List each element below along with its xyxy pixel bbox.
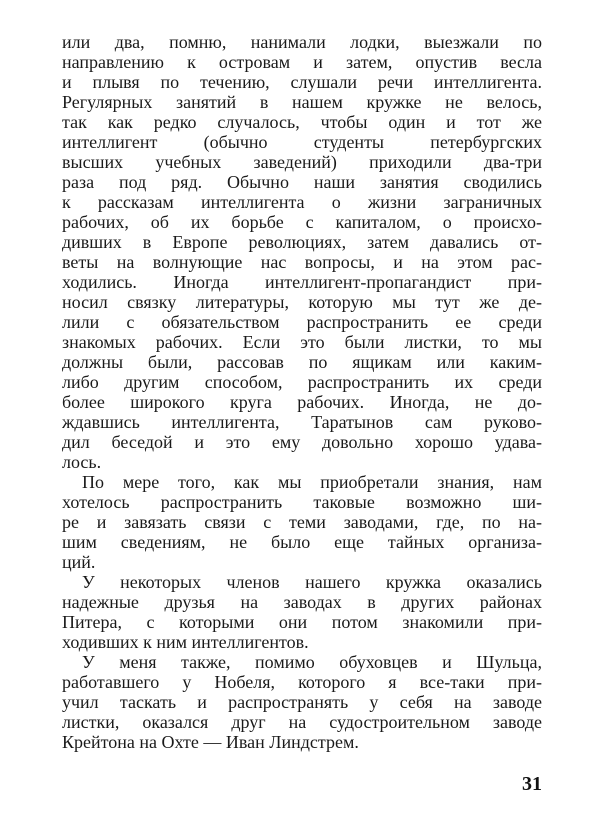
text-line: к рассказам интеллигента о жизни заграничных [62, 192, 542, 212]
text-line: так как редко случалось, чтобы один и тот же [62, 112, 542, 132]
paragraph [62, 32, 542, 472]
text-line: и плывя по течению, слушали речи интеллигента. [62, 72, 542, 92]
text-line: ций. [62, 552, 96, 572]
text-line: лось. [62, 452, 102, 472]
text-line: или два, помню, нанимали лодки, выезжали по [62, 32, 542, 52]
text-line: У некоторых членов нашего кружка оказались [82, 572, 542, 592]
text-line: должны были, рассовав по ящикам или каким- [62, 352, 542, 372]
text-line: направлению к островам и затем, опустив весла [62, 52, 542, 72]
text-line: Крейтона на Охте — Иван Линдстрем. [62, 732, 359, 752]
text-line: знакомых рабочих. Если это были листки, то мы [62, 332, 542, 352]
text-line: раза под ряд. Обычно наши занятия сводились [62, 172, 542, 192]
page-number: 31 [522, 773, 542, 795]
text-line: надежные друзья на заводах в других районах [62, 592, 542, 612]
text-line: дил беседой и это ему довольно хорошо удава- [62, 432, 542, 452]
text-line: ре и завязать связи с теми заводами, где, по на- [62, 512, 542, 532]
text-line: высших учебных заведений) приходили два-три [62, 152, 542, 172]
text-line: ходились. Иногда интеллигент-пропагандист при- [62, 272, 542, 292]
text-line: работавшего у Нобеля, которого я все-таки при- [62, 672, 542, 692]
text-line: листки, оказался друг на судостроительном заводе [62, 712, 542, 732]
text-line: По мере того, как мы приобретали знания, нам [82, 472, 542, 492]
text-line: интеллигент (обычно студенты петербургских [62, 132, 542, 152]
page-body [62, 32, 542, 752]
text-line: дивших в Европе революциях, затем давались от- [62, 232, 542, 252]
paragraph [62, 572, 542, 652]
text-line: либо другим способом, распространить их среди [62, 372, 542, 392]
paragraph [62, 652, 542, 752]
text-line: ходивших к ним интеллигентов. [62, 632, 309, 652]
text-line: Регулярных занятий в нашем кружке не велось, [62, 92, 542, 112]
text-line: веты на волнующие нас вопросы, и на этом рас- [62, 252, 542, 272]
text-line: Питера, с которыми они потом знакомили при- [62, 612, 542, 632]
text-line: рабочих, об их борьбе с капиталом, о происхо- [62, 212, 542, 232]
text-line: хотелось распространить таковые возможно ши- [62, 492, 542, 512]
text-line: ждавшись интеллигента, Таратынов сам руково- [62, 412, 542, 432]
text-line: лили с обязательством распространить ее среди [62, 312, 542, 332]
text-line: У меня также, помимо обуховцев и Шульца, [82, 652, 542, 672]
paragraph [62, 472, 542, 572]
text-line: носил связку литературы, которую мы тут же де- [62, 292, 542, 312]
text-line: более широкого круга рабочих. Иногда, не до- [62, 392, 542, 412]
text-line: шим сведениям, не было еще тайных организа- [62, 532, 542, 552]
text-line: учил таскать и распространять у себя на заводе [62, 692, 542, 712]
